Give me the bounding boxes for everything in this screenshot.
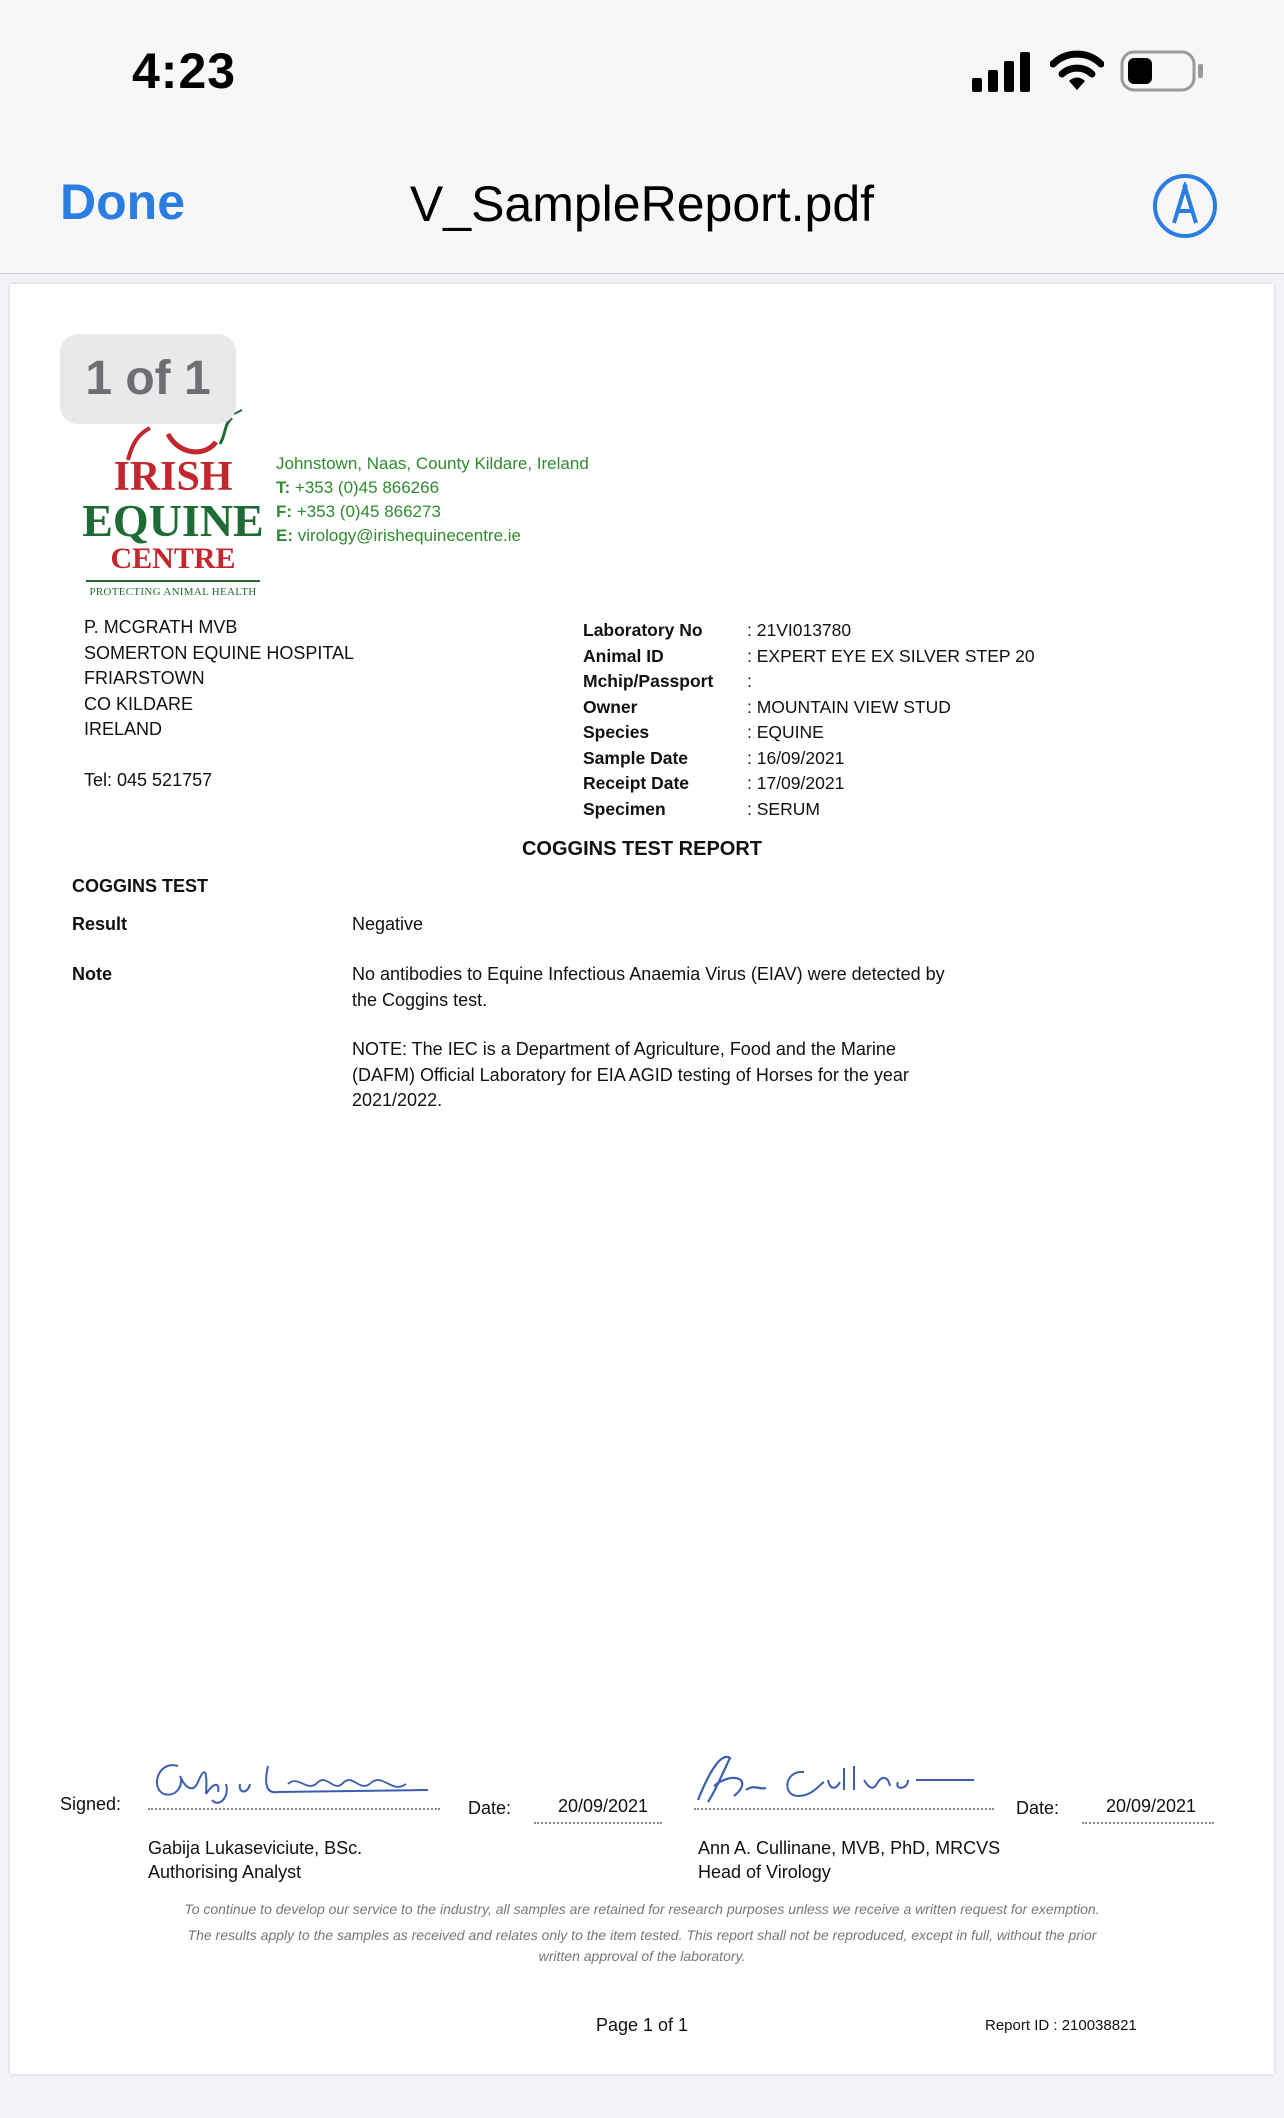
- result-value: Negative: [352, 914, 424, 934]
- contact-fax-label: F:: [276, 502, 293, 521]
- report-id: Report ID : 210038821: [985, 2017, 1137, 2034]
- detail-row: [583, 771, 1035, 797]
- disclaimer-line: To continue to develop our service to the industry, all samples are retained for research purposes unless we receive a written request for exemption.: [184, 1901, 1100, 1917]
- sample-details: [583, 618, 1035, 822]
- status-bar: [0, 0, 1284, 145]
- logo-line-equine: EQUINE: [82, 495, 264, 546]
- disclaimer-line: written approval of the laboratory.: [538, 1948, 746, 1964]
- detail-label: Specimen: [583, 798, 666, 819]
- detail-value: :: [747, 671, 752, 691]
- signer-1-details: [148, 1836, 362, 1884]
- detail-value: : EQUINE: [747, 722, 824, 742]
- section-title: COGGINS TEST: [72, 876, 209, 896]
- contact-block: [276, 452, 589, 548]
- recipient-address: [84, 615, 354, 793]
- logo-tagline: PROTECTING ANIMAL HEALTH: [89, 586, 257, 598]
- detail-value: : 16/09/2021: [747, 747, 845, 768]
- signer-1-name: Gabija Lukaseviciute, BSc.: [148, 1838, 363, 1858]
- detail-label: Sample Date: [583, 747, 689, 768]
- sign-date-2: 20/09/2021: [1105, 1796, 1197, 1816]
- recipient-tel: Tel: 045 521757: [84, 769, 213, 790]
- detail-value: : SERUM: [747, 798, 820, 819]
- contact-fax: +353 (0)45 866273: [292, 502, 441, 521]
- signature-1: [148, 1754, 440, 1810]
- note-line: 2021/2022.: [352, 1090, 443, 1110]
- logo-divider: [86, 580, 260, 582]
- note-line: No antibodies to Equine Infectious Anaemia Virus (EIAV) were detected by: [352, 964, 945, 984]
- logo-line-centre: CENTRE: [110, 542, 236, 575]
- cellular-signal-icon: [972, 52, 1032, 92]
- logo-line-irish: IRISH: [113, 454, 233, 500]
- nav-bar: [0, 145, 1284, 274]
- signer-2-role: Head of Virology: [698, 1862, 831, 1882]
- detail-label: Laboratory No: [583, 620, 703, 640]
- detail-label: Mchip/Passport: [583, 671, 714, 691]
- note-line: NOTE: The IEC is a Department of Agriculture, Food and the Marine: [352, 1039, 896, 1059]
- recipient-line: P. MCGRATH MVB: [84, 617, 238, 637]
- detail-row: [583, 720, 1035, 746]
- page-number: Page 1 of 1: [595, 2015, 689, 2035]
- battery-icon: [1120, 50, 1204, 92]
- detail-label: Species: [583, 722, 650, 742]
- note-text: [352, 962, 945, 1114]
- date-value-1: [544, 1794, 662, 1820]
- markup-pen-icon[interactable]: [1152, 173, 1218, 239]
- detail-value: : 21VI013780: [747, 620, 852, 640]
- report-title: COGGINS TEST REPORT: [521, 838, 763, 860]
- pdf-page[interactable]: [10, 284, 1274, 2074]
- date-label-1: Date:: [468, 1798, 512, 1818]
- result-label: Result: [72, 914, 128, 934]
- detail-row: [583, 644, 1035, 670]
- contact-address: Johnstown, Naas, County Kildare, Ireland: [276, 454, 589, 473]
- detail-row: [583, 695, 1035, 721]
- signer-2-details: [698, 1836, 1000, 1884]
- detail-label: Animal ID: [583, 645, 664, 666]
- note-line: the Coggins test.: [352, 989, 488, 1010]
- page-indicator: 1 of 1: [60, 334, 236, 424]
- date-value-2: [1092, 1794, 1210, 1820]
- sign-date-1: 20/09/2021: [557, 1796, 649, 1816]
- detail-row: [583, 618, 1035, 644]
- detail-value: : MOUNTAIN VIEW STUD: [747, 696, 951, 717]
- signature-gabija: [148, 1754, 440, 1810]
- note-line: (DAFM) Official Laboratory for EIA AGID testing of Horses for the year: [352, 1064, 909, 1085]
- detail-value: : 17/09/2021: [747, 773, 845, 793]
- contact-tel: +353 (0)45 866266: [290, 478, 440, 497]
- note-label: Note: [72, 964, 112, 984]
- disclaimer-line: The results apply to the samples as received and relates only to the item tested. This report shall not be reproduced, except in full, without the prior: [187, 1927, 1097, 1943]
- recipient-line: IRELAND: [84, 719, 163, 739]
- recipient-line: CO KILDARE: [84, 693, 194, 714]
- detail-label: Owner: [583, 696, 638, 717]
- recipient-line: FRIARSTOWN: [84, 668, 205, 688]
- signer-1-role: Authorising Analyst: [148, 1862, 302, 1882]
- contact-email: virology@irishequinecentre.ie: [293, 526, 521, 545]
- date-label-2: Date:: [1016, 1798, 1060, 1818]
- signature-ann: [694, 1750, 994, 1810]
- detail-row: [583, 797, 1035, 823]
- detail-value: : EXPERT EYE EX SILVER STEP 20: [747, 645, 1035, 666]
- contact-tel-label: T:: [276, 478, 291, 497]
- detail-label: Receipt Date: [583, 773, 690, 793]
- wifi-icon: [1050, 50, 1104, 92]
- status-time: 4:23: [132, 43, 237, 99]
- signed-label: Signed:: [60, 1794, 122, 1814]
- signer-2-name: Ann A. Cullinane, MVB, PhD, MRCVS: [698, 1838, 1001, 1858]
- recipient-line: SOMERTON EQUINE HOSPITAL: [84, 642, 355, 663]
- done-button[interactable]: Done: [60, 174, 185, 230]
- detail-row: [583, 669, 1035, 695]
- contact-email-label: E:: [276, 526, 293, 545]
- signature-2: [694, 1750, 994, 1810]
- detail-row: [583, 746, 1035, 772]
- document-title: V_SampleReport.pdf: [409, 176, 875, 232]
